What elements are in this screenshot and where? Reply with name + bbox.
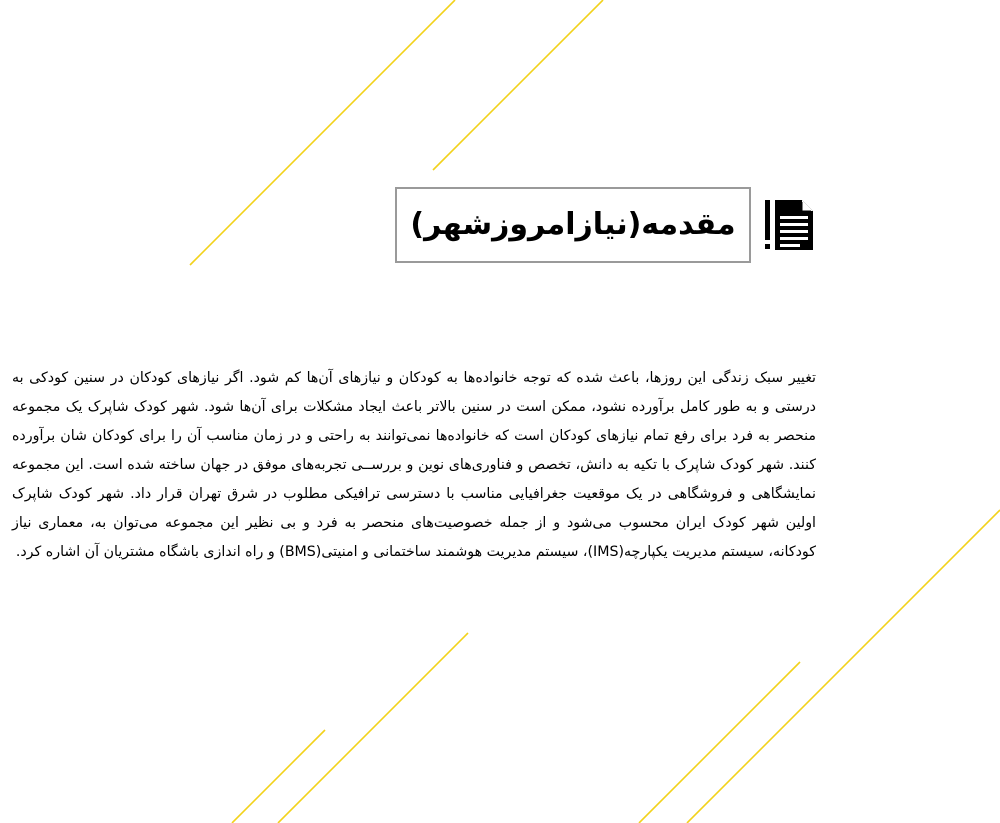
section-heading-box [395, 187, 751, 263]
decor-line [639, 662, 800, 823]
intro-paragraph: تغییر سبک زندگی این روزها، باعث شده که توجه خانواده‌ها به کودکان و نیازهای آن‌ها کم شود. اگر نیازهای کودکان در سنین کودکی به درستی و به طور کامل برآورده نشود، ممکن است در سنین بالاتر باعث ایجاد مشکلات برای آن‌ها شود. شهر کودک شاپرک یک مجموعه منحصر به فرد برای رفع تمام نیازهای کودکان است که خانواده‌ها نمی‌توانند به راحتی و در زمان مناسب آن را برای کودکان شان برآورده کنند. شهر کودک شاپرک با تکیه به دانش، تخصص و فناوری‌های نوین و بررســی تجربه‌های موفق در جهان ساخته شده است. این مجموعه نمایشگاهی و فروشگاهی در یک موقعیت جغرافیایی مناسب با دسترسی ترافیکی مطلوب در شرق تهران قرار داد. شهر کودک شاپرک اولین شهر کودک ایران محسوب می‌شود و از جمله خصوصیت‌های منحصر به فرد و بی نظیر این مجموعه می‌توان به، معماری نیاز کودکانه، سیستم مدیریت یکپارچه(IMS)، سیستم مدیریت هوشمند ساختمانی و امنیتی(BMS) و راه اندازی باشگاه مشتریان آن اشاره کرد. [12, 370, 816, 560]
decor-line [278, 633, 468, 823]
decor-line [433, 0, 603, 170]
section-title: مقدمه(نیازامروزشهر) [410, 207, 736, 242]
document-icon [764, 198, 816, 254]
decor-line [232, 730, 325, 823]
